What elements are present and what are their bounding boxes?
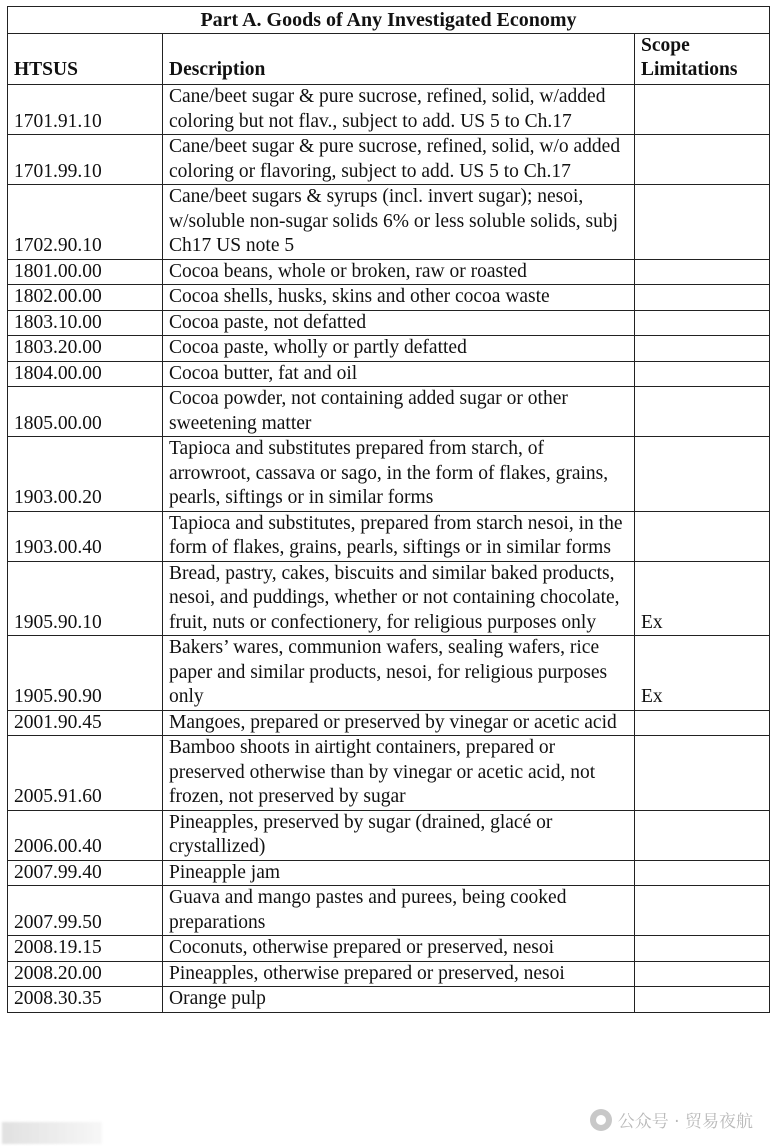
hts-code-cell: 1702.90.10 <box>8 185 163 260</box>
scope-cell <box>635 810 770 860</box>
hts-code-cell: 2005.91.60 <box>8 736 163 811</box>
table-row <box>8 987 770 1013</box>
hts-code-cell: 1805.00.00 <box>8 387 163 437</box>
watermark-text: 公众号 · 贸易夜航 <box>617 1112 753 1132</box>
description-cell: Cocoa butter, fat and oil <box>163 361 635 387</box>
hts-code-cell: 2007.99.40 <box>8 860 163 886</box>
table-row <box>8 961 770 987</box>
description-cell: Bread, pastry, cakes, biscuits and similar baked products, nesoi, and puddings, whether or not containing chocolate, fruit, nuts or confectionery, for religious purposes only <box>163 561 635 636</box>
description-cell: Orange pulp <box>163 987 635 1013</box>
description-cell: Pineapples, otherwise prepared or preserved, nesoi <box>163 961 635 987</box>
scope-cell <box>635 387 770 437</box>
scope-cell <box>635 736 770 811</box>
description-cell: Tapioca and substitutes, prepared from starch nesoi, in the form of flakes, grains, pearls, siftings or in similar forms <box>163 511 635 561</box>
hts-code-cell: 1804.00.00 <box>8 361 163 387</box>
scope-cell <box>635 961 770 987</box>
hts-code-cell: 1803.10.00 <box>8 310 163 336</box>
description-cell: Cocoa beans, whole or broken, raw or roasted <box>163 259 635 285</box>
table-row <box>8 860 770 886</box>
hts-code-cell: 2007.99.50 <box>8 886 163 936</box>
scope-cell <box>635 886 770 936</box>
hts-code-cell: 1801.00.00 <box>8 259 163 285</box>
description-cell: Tapioca and substitutes prepared from starch, of arrowroot, cassava or sago, in the form of flakes, grains, pearls, siftings or in similar forms <box>163 437 635 512</box>
table-row <box>8 710 770 736</box>
scope-cell <box>635 185 770 260</box>
scope-cell <box>635 361 770 387</box>
description-cell: Cocoa paste, not defatted <box>163 310 635 336</box>
scope-cell <box>635 437 770 512</box>
hts-code-cell: 2008.30.35 <box>8 987 163 1013</box>
scope-cell: Ex <box>635 636 770 711</box>
table-row <box>8 886 770 936</box>
description-cell: Cocoa paste, wholly or partly defatted <box>163 336 635 362</box>
scope-cell <box>635 511 770 561</box>
table-title: Part A. Goods of Any Investigated Economy <box>8 7 770 34</box>
table-row <box>8 810 770 860</box>
goods-table <box>7 6 770 1013</box>
hts-code-cell: 1905.90.10 <box>8 561 163 636</box>
hts-code-cell: 1803.20.00 <box>8 336 163 362</box>
description-cell: Cocoa shells, husks, skins and other cocoa waste <box>163 285 635 311</box>
description-cell: Bamboo shoots in airtight containers, prepared or preserved otherwise than by vinegar or acetic acid, not frozen, not preserved by sugar <box>163 736 635 811</box>
header-row <box>8 34 770 85</box>
table-row <box>8 285 770 311</box>
scope-cell: Ex <box>635 561 770 636</box>
description-cell: Cane/beet sugar & pure sucrose, refined, solid, w/added coloring but not flav., subject to add. US 5 to Ch.17 <box>163 85 635 135</box>
description-cell: Pineapple jam <box>163 860 635 886</box>
table-row <box>8 511 770 561</box>
hts-code-cell: 2008.19.15 <box>8 936 163 962</box>
description-cell: Guava and mango pastes and purees, being cooked preparations <box>163 886 635 936</box>
hts-code-cell: 2008.20.00 <box>8 961 163 987</box>
scope-cell <box>635 259 770 285</box>
table-row <box>8 736 770 811</box>
table-row <box>8 310 770 336</box>
scope-cell <box>635 336 770 362</box>
table-row <box>8 336 770 362</box>
description-cell: Pineapples, preserved by sugar (drained, glacé or crystallized) <box>163 810 635 860</box>
description-cell: Coconuts, otherwise prepared or preserved, nesoi <box>163 936 635 962</box>
description-cell: Cocoa powder, not containing added sugar or other sweetening matter <box>163 387 635 437</box>
table-row <box>8 561 770 636</box>
watermark-smudge <box>2 1122 102 1144</box>
document-sheet <box>7 6 769 1013</box>
table-row <box>8 85 770 135</box>
scope-cell <box>635 135 770 185</box>
table-row <box>8 636 770 711</box>
description-cell: Cane/beet sugar & pure sucrose, refined, solid, w/o added coloring or flavoring, subject to add. US 5 to Ch.17 <box>163 135 635 185</box>
wechat-icon <box>590 1109 612 1131</box>
table-row <box>8 259 770 285</box>
hts-code-cell: 1903.00.20 <box>8 437 163 512</box>
table-row <box>8 936 770 962</box>
scope-cell <box>635 310 770 336</box>
header-scope: Scope Limitations <box>635 34 770 85</box>
description-cell: Mangoes, prepared or preserved by vinegar or acetic acid <box>163 710 635 736</box>
table-row <box>8 135 770 185</box>
hts-code-cell: 1802.00.00 <box>8 285 163 311</box>
table-body <box>8 85 770 1013</box>
scope-cell <box>635 987 770 1013</box>
table-row <box>8 361 770 387</box>
scope-cell <box>635 710 770 736</box>
table-row <box>8 387 770 437</box>
header-code: HTSUS <box>8 34 163 85</box>
description-cell: Bakers’ wares, communion wafers, sealing wafers, rice paper and similar products, nesoi, for religious purposes only <box>163 636 635 711</box>
hts-code-cell: 1701.99.10 <box>8 135 163 185</box>
table-row <box>8 185 770 260</box>
hts-code-cell: 2006.00.40 <box>8 810 163 860</box>
scope-cell <box>635 85 770 135</box>
table-row <box>8 437 770 512</box>
description-cell: Cane/beet sugars & syrups (incl. invert sugar); nesoi, w/soluble non-sugar solids 6% or less soluble solids, subj Ch17 US note 5 <box>163 185 635 260</box>
header-description: Description <box>163 34 635 85</box>
hts-code-cell: 1905.90.90 <box>8 636 163 711</box>
watermark <box>590 1107 753 1132</box>
scope-cell <box>635 285 770 311</box>
hts-code-cell: 2001.90.45 <box>8 710 163 736</box>
scope-cell <box>635 936 770 962</box>
hts-code-cell: 1701.91.10 <box>8 85 163 135</box>
scope-cell <box>635 860 770 886</box>
hts-code-cell: 1903.00.40 <box>8 511 163 561</box>
